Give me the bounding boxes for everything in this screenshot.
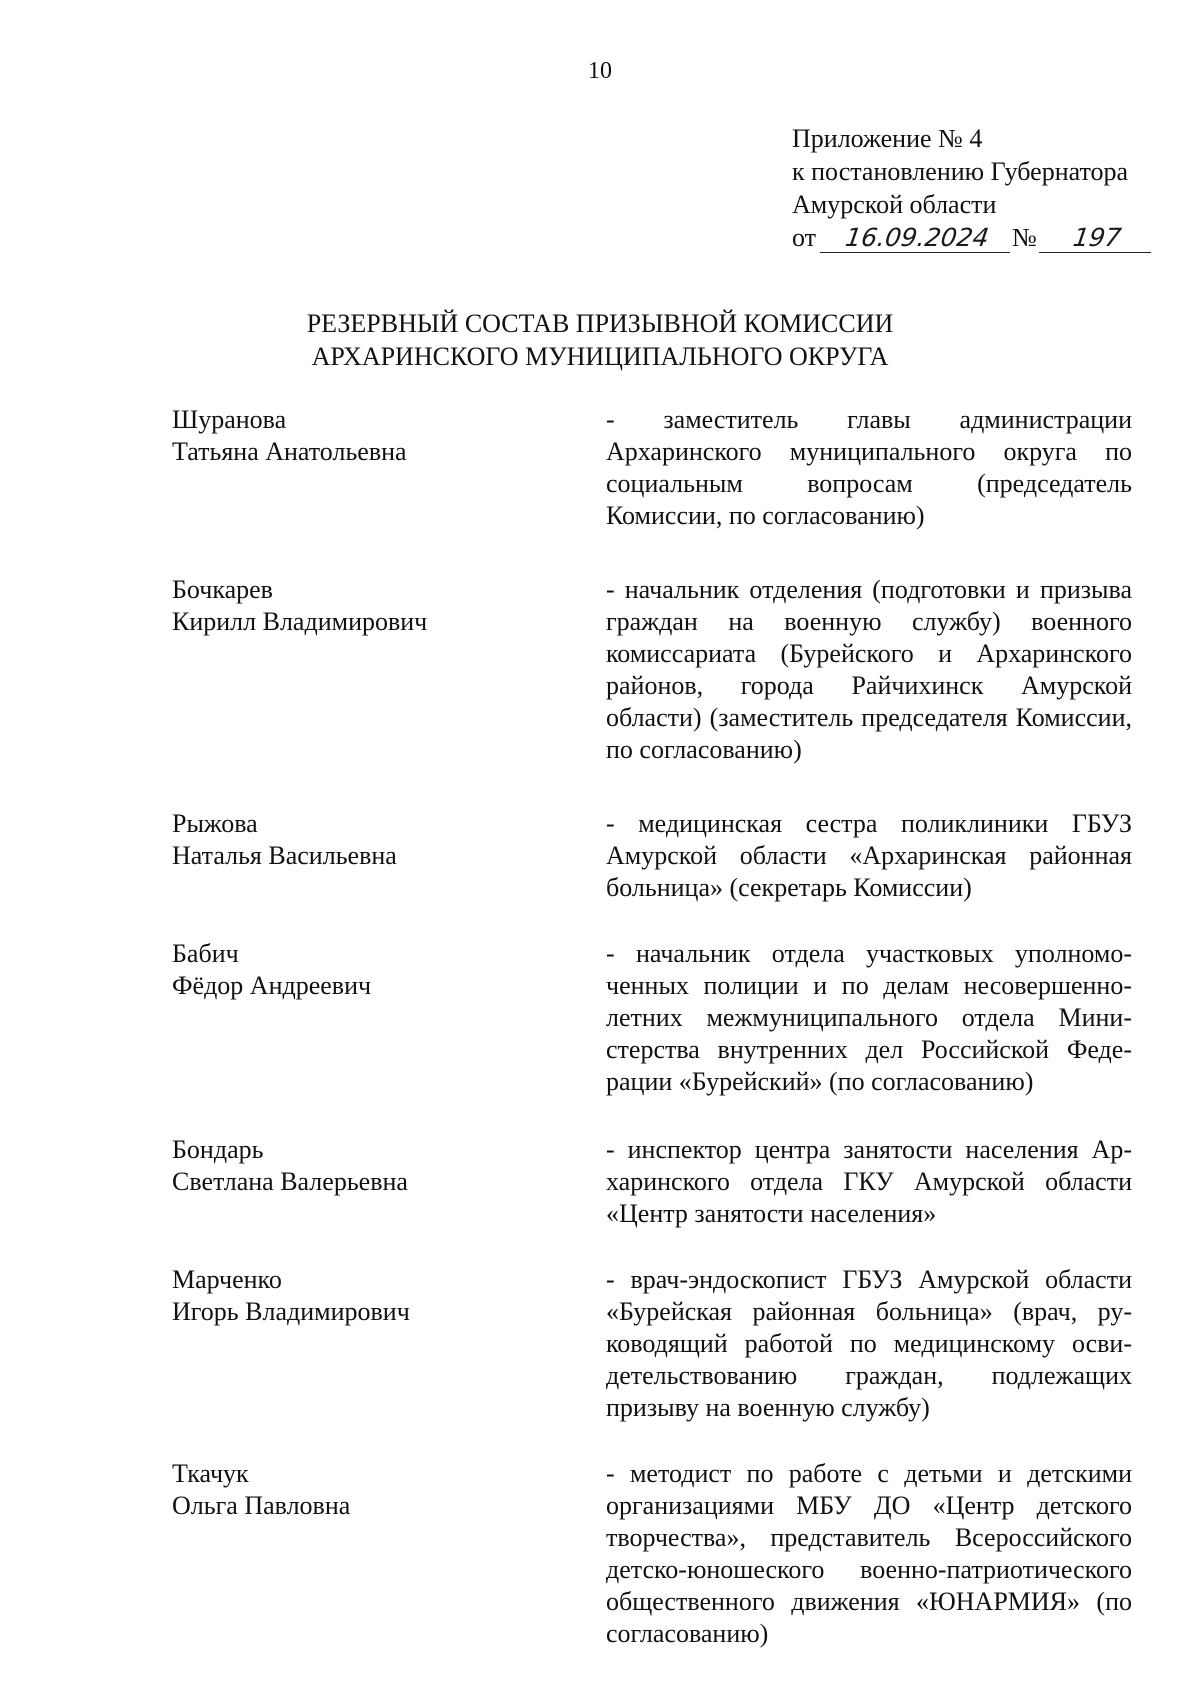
member-entry bbox=[172, 404, 1132, 532]
number-prefix: № bbox=[1012, 223, 1037, 252]
member-given-names: Фёдор Андреевич bbox=[172, 971, 372, 1000]
member-name bbox=[172, 808, 592, 904]
member-surname: Бабич bbox=[172, 939, 239, 968]
member-name bbox=[172, 1134, 592, 1230]
member-name bbox=[172, 1264, 592, 1424]
member-given-names: Татьяна Анатольевна bbox=[172, 437, 407, 466]
member-surname: Ткачук bbox=[172, 1459, 249, 1488]
appendix-line-2: к постановлению Губернатора bbox=[792, 157, 1129, 186]
member-given-names: Ольга Павловна bbox=[172, 1491, 351, 1520]
member-role: - заместитель главы администрации Архаринского муниципального округа по социальным вопросам (председатель Комиссии, по согласованию) bbox=[606, 405, 1132, 530]
member-given-names: Светлана Валерьевна bbox=[172, 1167, 408, 1196]
appendix-date-line bbox=[792, 221, 1153, 254]
handwritten-date: 16.09.2024 bbox=[820, 224, 1014, 253]
member-role: - методист по работе с детьми и детскими организациями МБУ ДО «Центр детского творчества», представитель Всероссийского детско-юношеского военно-патриотического общественного движения «ЮНАРМИЯ» (по согласованию) bbox=[606, 1459, 1132, 1648]
member-name bbox=[172, 404, 592, 532]
page-number: 10 bbox=[588, 58, 612, 84]
member-surname: Бондарь bbox=[172, 1135, 264, 1164]
appendix-line-3: Амурской области bbox=[792, 190, 997, 219]
member-given-names: Кирилл Владимирович bbox=[172, 607, 428, 636]
member-entry bbox=[172, 808, 1132, 904]
appendix-block bbox=[792, 122, 1153, 254]
title-line-2: АРХАРИНСКОГО МУНИЦИПАЛЬНОГО ОКРУГА bbox=[311, 342, 889, 371]
member-name bbox=[172, 574, 592, 766]
member-entry bbox=[172, 1134, 1132, 1230]
member-role: - инспектор центра занятости населения Архаринского отдела ГКУ Амурской области «Центр занятости населения» bbox=[606, 1135, 1132, 1228]
member-name bbox=[172, 938, 592, 1098]
member-role: - начальник отдела участковых уполномоченных полиции и по делам несовершеннолетних межмуниципального отдела Министерства внутренних дел Российской Федерации «Бурейский» (по согласованию) bbox=[606, 939, 1132, 1096]
member-entry bbox=[172, 938, 1132, 1098]
member-surname: Шуранова bbox=[172, 405, 287, 434]
member-entry bbox=[172, 1458, 1132, 1650]
date-prefix: от bbox=[792, 223, 817, 252]
member-name bbox=[172, 1458, 592, 1650]
member-role: - медицинская сестра поликлиники ГБУЗ Амурской области «Архаринская районная больница» (секретарь Комиссии) bbox=[606, 809, 1132, 902]
document-title bbox=[0, 307, 1200, 373]
handwritten-number: 197 bbox=[1039, 224, 1155, 253]
member-role: - врач-эндоскопист ГБУЗ Амурской области «Бурейская районная больница» (врач, руководящий работой по медицинскому освидетельствованию граждан, подлежащих призыву на военную службу) bbox=[606, 1265, 1132, 1422]
member-role: - начальник отделения (подготовки и призыва граждан на военную службу) военного комиссариата (Бурейского и Архаринского районов, города Райчихинск Амурской области) (заместитель председателя Комиссии, по согласованию) bbox=[606, 575, 1132, 764]
members-list bbox=[172, 404, 1132, 1650]
member-surname: Рыжова bbox=[172, 809, 258, 838]
title-line-1: РЕЗЕРВНЫЙ СОСТАВ ПРИЗЫВНОЙ КОМИССИИ bbox=[306, 309, 894, 338]
member-surname: Марченко bbox=[172, 1265, 282, 1294]
member-given-names: Наталья Васильевна bbox=[172, 841, 397, 870]
member-entry bbox=[172, 1264, 1132, 1424]
member-entry bbox=[172, 574, 1132, 766]
appendix-line-1: Приложение № 4 bbox=[792, 124, 983, 153]
member-surname: Бочкарев bbox=[172, 575, 273, 604]
member-given-names: Игорь Владимирович bbox=[172, 1297, 410, 1326]
